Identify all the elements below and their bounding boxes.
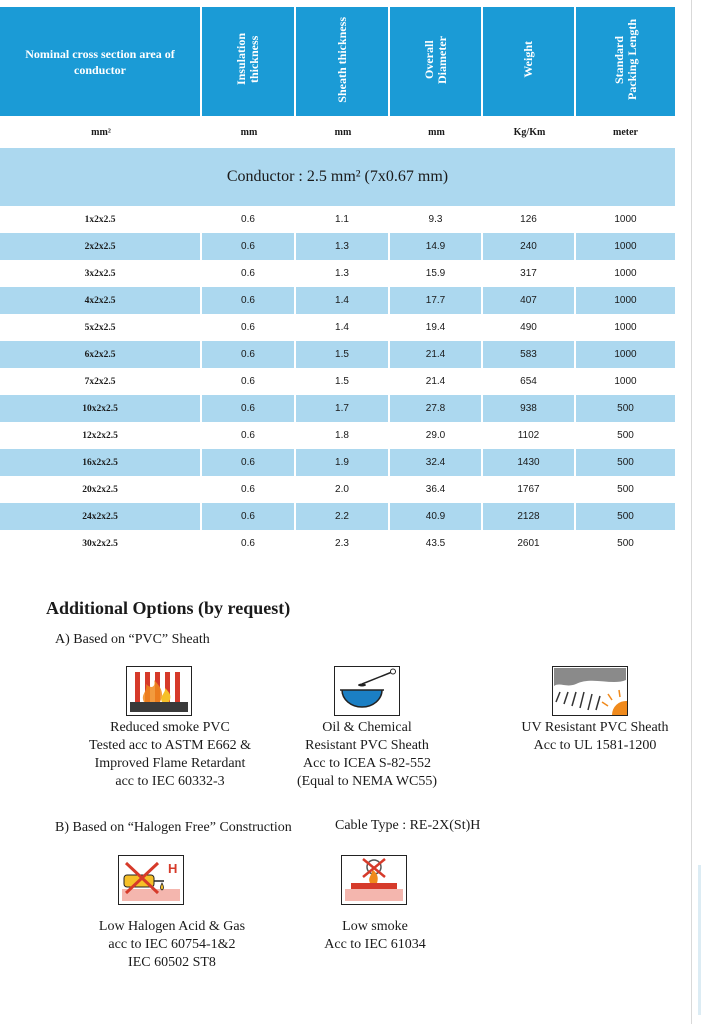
table-cell: 1.8	[296, 422, 390, 449]
table-cell: 500	[576, 395, 675, 422]
table-row	[0, 206, 675, 233]
table-cell: 1000	[614, 268, 637, 279]
table-cell: 15.9	[390, 260, 483, 287]
table-cell: 1.1	[296, 206, 390, 233]
oil-flask-icon	[334, 666, 400, 716]
row-label: 2x2x2.5	[0, 233, 202, 260]
hf-option-1-caption: Low Halogen Acid & Gas acc to IEC 60754-1&2 IEC 60502 ST8	[98, 919, 246, 970]
col-header-insulation: Insulation thickness	[202, 7, 296, 116]
unit-cell: mm²	[91, 126, 111, 138]
table-cell: 2.0	[296, 476, 390, 503]
table-row	[0, 449, 675, 476]
table-cell: 36.4	[390, 476, 483, 503]
page-edge-rule	[691, 0, 692, 1024]
hf-option-2-caption: Low smoke Acc to IEC 61034	[324, 919, 426, 952]
table-cell: 0.6	[202, 314, 296, 341]
table-cell: 0.6	[202, 368, 296, 395]
table-cell: 0.6	[202, 422, 296, 449]
row-label: 20x2x2.5	[0, 476, 202, 503]
cable-spec-table	[0, 7, 675, 557]
section-b-label: B) Based on “Halogen Free” Construction	[55, 820, 292, 835]
table-row	[0, 422, 675, 449]
row-label: 1x2x2.5	[0, 206, 202, 233]
table-cell: 1102	[483, 422, 576, 449]
table-cell: 1000	[576, 233, 675, 260]
table-row	[0, 233, 675, 260]
table-cell: 0.6	[202, 287, 296, 314]
table-cell: 0.6	[202, 395, 296, 422]
units-row	[0, 116, 675, 148]
table-cell: 407	[483, 287, 576, 314]
table-cell: 1000	[576, 287, 675, 314]
table-cell: 43.5	[390, 530, 483, 557]
row-label: 12x2x2.5	[0, 422, 202, 449]
table-cell: 1.4	[296, 314, 390, 341]
pvc-option-1-caption: Reduced smoke PVC Tested acc to ASTM E662 & Improved Flame Retardant acc to IEC 60332-3	[89, 720, 251, 789]
table-cell: 2601	[483, 530, 576, 557]
table-cell: 1000	[614, 322, 637, 333]
table-cell: 1.5	[296, 368, 390, 395]
unit-cell: mm	[240, 126, 258, 138]
table-cell: 1.9	[296, 449, 390, 476]
row-label: 6x2x2.5	[0, 341, 202, 368]
table-row	[0, 476, 675, 503]
options-heading: Additional Options (by request)	[46, 598, 291, 618]
table-cell: 0.6	[202, 530, 296, 557]
table-cell: 32.4	[390, 449, 483, 476]
table-cell: 500	[576, 449, 675, 476]
table-cell: 240	[483, 233, 576, 260]
row-label: 30x2x2.5	[0, 530, 202, 557]
table-cell: 1.3	[296, 260, 390, 287]
table-cell: 1000	[614, 214, 637, 225]
halogen-letter: H	[168, 861, 178, 876]
table-cell: 317	[483, 260, 576, 287]
table-row	[0, 287, 675, 314]
row-label: 24x2x2.5	[0, 503, 202, 530]
table-cell: 40.9	[390, 503, 483, 530]
row-label: 4x2x2.5	[0, 287, 202, 314]
table-cell: 1.3	[296, 233, 390, 260]
table-row	[0, 530, 675, 557]
table-cell: 17.7	[390, 287, 483, 314]
col-header-packing: Standard Packing Length	[576, 7, 675, 116]
table-cell: 126	[483, 206, 576, 233]
table-cell: 1.4	[296, 287, 390, 314]
table-header-row	[0, 7, 675, 116]
table-cell: 1.7	[296, 395, 390, 422]
col-header-diameter: Overall Diameter	[390, 7, 483, 116]
table-cell: 2.3	[296, 530, 390, 557]
unit-cell: mm	[334, 126, 352, 138]
table-cell: 490	[483, 314, 576, 341]
cable-type-label: Cable Type : RE-2X(St)H	[335, 818, 481, 833]
table-cell: 0.6	[202, 233, 296, 260]
table-cell: 0.6	[202, 206, 296, 233]
pvc-option-3-caption: UV Resistant PVC Sheath Acc to UL 1581-1200	[521, 720, 669, 753]
col-header-cross-section: Nominal cross section area of conductor	[0, 7, 202, 116]
table-cell: 1767	[483, 476, 576, 503]
table-cell: 21.4	[390, 368, 483, 395]
row-label: 5x2x2.5	[0, 314, 202, 341]
low-smoke-icon	[341, 855, 407, 905]
table-cell: 0.6	[202, 341, 296, 368]
conductor-label: Conductor : 2.5 mm² (7x0.67 mm)	[0, 148, 675, 206]
halogen-acid-icon	[118, 855, 184, 905]
table-cell: 2128	[483, 503, 576, 530]
table-cell: 21.4	[390, 341, 483, 368]
row-label: 16x2x2.5	[0, 449, 202, 476]
table-row	[0, 395, 675, 422]
unit-cell: mm	[428, 126, 445, 138]
table-cell: 1.5	[296, 341, 390, 368]
row-label: 3x2x2.5	[0, 260, 202, 287]
table-row	[0, 368, 675, 395]
row-label: 7x2x2.5	[0, 368, 202, 395]
table-cell: 500	[617, 430, 634, 441]
table-cell: 0.6	[202, 476, 296, 503]
unit-cell: meter	[613, 126, 638, 138]
table-cell: 0.6	[202, 503, 296, 530]
table-cell: 27.8	[390, 395, 483, 422]
table-cell: 500	[617, 484, 634, 495]
table-row	[0, 503, 675, 530]
table-cell: 654	[483, 368, 576, 395]
table-cell: 500	[576, 503, 675, 530]
table-row	[0, 314, 675, 341]
col-header-sheath: Sheath thickness	[296, 7, 390, 116]
table-cell: 1430	[483, 449, 576, 476]
uv-sun-icon	[552, 666, 628, 716]
table-cell: 9.3	[390, 206, 483, 233]
table-cell: 938	[483, 395, 576, 422]
fire-smoke-icon	[126, 666, 192, 716]
col-header-weight: Weight	[483, 7, 576, 116]
table-cell: 19.4	[390, 314, 483, 341]
table-cell: 1000	[576, 341, 675, 368]
table-row	[0, 260, 675, 287]
unit-cell: Kg/Km	[513, 126, 546, 138]
table-cell: 1000	[614, 376, 637, 387]
section-a-label: A) Based on “PVC” Sheath	[55, 632, 210, 647]
table-cell: 583	[483, 341, 576, 368]
table-cell: 0.6	[202, 449, 296, 476]
table-row	[0, 341, 675, 368]
table-cell: 14.9	[390, 233, 483, 260]
table-cell: 29.0	[390, 422, 483, 449]
row-label: 10x2x2.5	[0, 395, 202, 422]
table-cell: 0.6	[202, 260, 296, 287]
pvc-option-2-caption: Oil & Chemical Resistant PVC Sheath Acc to ICEA S-82-552 (Equal to NEMA WC55)	[296, 720, 438, 789]
table-cell: 500	[617, 538, 634, 549]
conductor-band	[0, 148, 675, 206]
table-cell: 2.2	[296, 503, 390, 530]
